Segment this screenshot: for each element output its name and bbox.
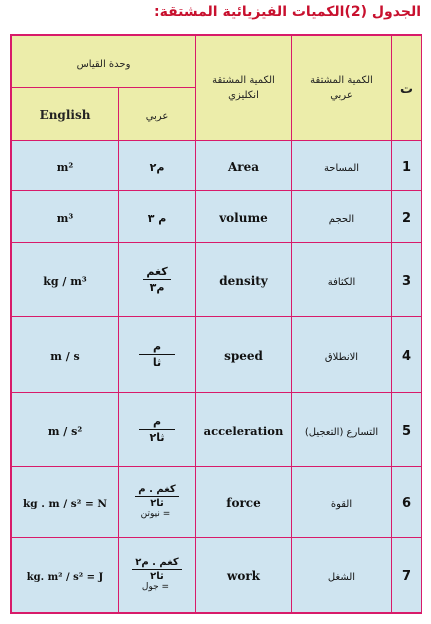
row-index: 3 <box>401 274 412 290</box>
row-unit-en: m² <box>56 160 74 174</box>
table-row <box>12 467 422 537</box>
row-name-ar: القوة <box>330 499 353 511</box>
row-unit-en: m / s <box>50 350 80 364</box>
row-unit-en: kg . m / s² = N <box>22 498 108 511</box>
fraction-numerator: م <box>139 340 175 355</box>
table-row <box>12 243 422 317</box>
row-unit-en: kg / m³ <box>43 275 87 289</box>
row-name-ar: الشغل <box>327 572 356 584</box>
table-row <box>12 317 422 392</box>
row-name-ar: الانطلاق <box>324 352 359 364</box>
header-derived-ar-label: الكمية المشتقة عربي <box>310 74 373 101</box>
derived-quantities-table-frame <box>10 34 422 614</box>
row-index: 2 <box>401 210 412 226</box>
header-unit-group-label: وحدة القياس <box>76 58 131 70</box>
header-unit-ar-label: عربي <box>145 110 169 122</box>
table-row <box>12 190 422 242</box>
header-derived-en-label: الكمية المشتقة انكليزي <box>212 74 275 101</box>
row-unit-en: m / s² <box>47 425 83 438</box>
fraction-numerator: كغم . م <box>135 484 178 497</box>
header-derived-ar <box>292 36 392 141</box>
row-unit-ar-fraction <box>143 265 170 294</box>
fraction-denominator: م٣ <box>149 281 165 295</box>
row-unit-ar: م ٣ <box>147 211 167 225</box>
header-index <box>392 36 422 141</box>
fraction-denominator: ثا٢ <box>150 571 164 583</box>
header-derived-en <box>196 36 292 141</box>
derived-quantities-table <box>11 35 422 613</box>
row-name-ar: الحجم <box>328 213 355 225</box>
table-title: الجدول (2)الكميات الفيزيائية المشتقة: <box>154 4 421 20</box>
header-index-label: ت <box>399 82 414 98</box>
row-index: 7 <box>401 569 412 585</box>
row-unit-ar-fraction <box>139 415 175 444</box>
row-name-ar: التسارع (التعجيل) <box>304 427 379 438</box>
fraction-denominator: ثا٢ <box>150 498 164 510</box>
row-name-en: acceleration <box>203 424 284 438</box>
row-unit-en: m³ <box>56 211 74 225</box>
fraction-denominator: ثا <box>152 356 162 370</box>
row-unit-ar-equals: = جول <box>141 582 170 593</box>
fraction-denominator: ثا٢ <box>149 431 165 444</box>
row-name-en: Area <box>227 159 260 174</box>
row-unit-en: kg. m² / s² = J <box>26 572 104 584</box>
fraction-numerator: كغم . م٢ <box>132 557 182 570</box>
row-name-en: volume <box>219 210 268 225</box>
header-unit-group <box>12 36 196 88</box>
row-unit-ar-fraction <box>139 340 175 369</box>
fraction-numerator: م <box>139 415 175 430</box>
table-row <box>12 392 422 466</box>
header-unit-en-label: English <box>39 108 91 123</box>
table-row <box>12 537 422 612</box>
row-name-en: force <box>226 496 261 511</box>
row-index: 5 <box>401 424 412 439</box>
row-unit-ar-fraction <box>135 484 178 509</box>
fraction-numerator: كغم <box>143 265 170 280</box>
row-name-en: speed <box>224 349 263 364</box>
row-name-ar: الكثافة <box>327 277 356 289</box>
row-name-ar: المساحة <box>323 162 360 174</box>
row-name-en: density <box>219 274 268 289</box>
table-row <box>12 140 422 190</box>
row-index: 6 <box>401 496 412 512</box>
row-unit-ar: م٢ <box>149 160 165 174</box>
row-index: 4 <box>401 349 412 365</box>
header-unit-ar <box>119 88 196 140</box>
row-index: 1 <box>401 159 412 175</box>
header-unit-en <box>12 88 119 140</box>
row-name-en: work <box>227 569 260 584</box>
row-unit-ar-fraction <box>132 557 182 582</box>
row-unit-ar-equals: = نيوتن <box>140 509 171 520</box>
